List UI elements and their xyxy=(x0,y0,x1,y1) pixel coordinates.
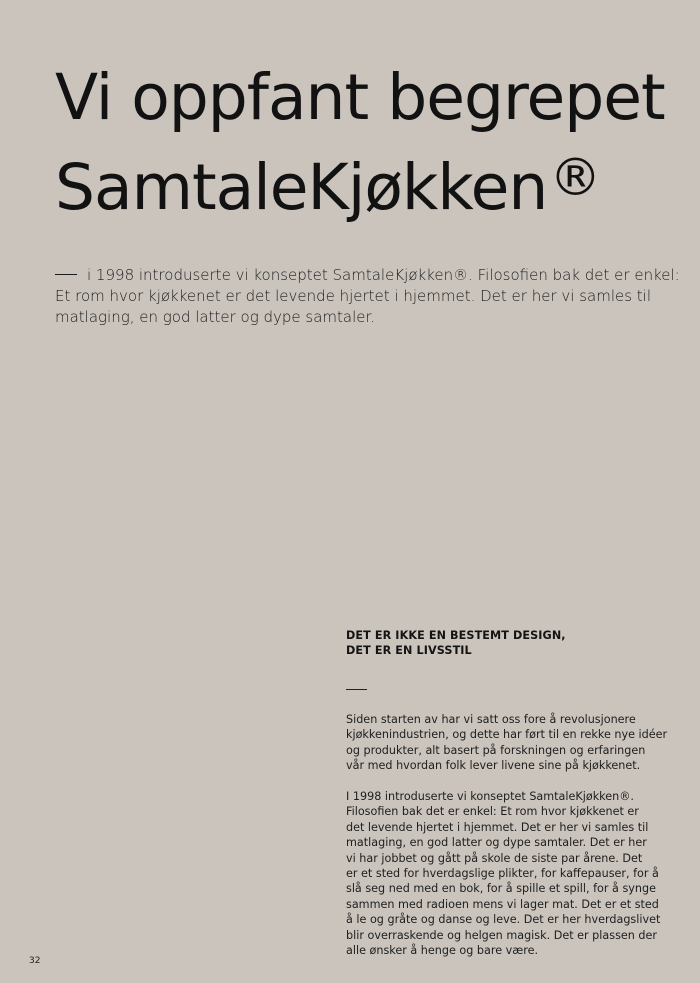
body-line: Siden starten av har vi satt oss fore å revolusjonere xyxy=(346,713,636,726)
subheading-line: DET ER IKKE EN BESTEMT DESIGN, xyxy=(346,629,566,642)
body-paragraph-1 xyxy=(346,712,666,774)
body-line: slå seg ned med en bok, for å spille et spill, for å synge xyxy=(346,882,656,896)
body-line: er et sted for hverdagslige plikter, for kaffepauser, for å xyxy=(346,867,659,881)
intro-paragraph xyxy=(55,265,680,328)
body-line: matlaging, en god latter og dype samtaler. Det er her xyxy=(346,836,647,850)
body-line: det levende hjertet i hjemmet. Det er her vi samles til xyxy=(346,820,649,834)
headline-line: Vi oppfant begrepet xyxy=(55,61,665,134)
em-dash-rule xyxy=(55,274,77,275)
intro-line-text: i 1998 introduserte vi konseptet SamtaleKjøkken®. Filosofien bak det er enkel: xyxy=(87,266,680,284)
subheading-line: DET ER EN LIVSSTIL xyxy=(346,644,472,657)
body-line: kjøkkenindustrien, og dette har ført til en rekke nye idéer xyxy=(346,728,668,742)
body-line: sammen med radioen mens vi lager mat. Det er et sted xyxy=(346,897,659,911)
body-paragraph-2 xyxy=(346,789,666,958)
article-subheading xyxy=(346,628,666,658)
body-line: og produkter, alt basert på forskningen og erfaringen xyxy=(346,743,646,757)
registered-mark: ® xyxy=(549,148,601,208)
headline-brand-text: SamtaleKjøkken xyxy=(55,151,548,224)
article-column xyxy=(346,628,666,958)
intro-line: matlaging, en god latter og dype samtaler. xyxy=(55,308,376,326)
intro-line: Et rom hvor kjøkkenet er det levende hjertet i hjemmet. Det er her vi samles til xyxy=(55,287,652,305)
body-line: vår med hvordan folk lever livene sine på kjøkkenet. xyxy=(346,759,641,773)
section-divider xyxy=(346,689,367,690)
page-headline xyxy=(55,58,695,228)
page-number: 32 xyxy=(29,956,41,966)
body-line: alle ønsker å henge og bare være. xyxy=(346,944,539,958)
body-line: å le og gråte og danse og leve. Det er her hverdagslivet xyxy=(346,913,661,927)
intro-line xyxy=(55,265,680,286)
body-line: Filosofien bak det er enkel: Et rom hvor kjøkkenet er xyxy=(346,805,639,819)
headline-line xyxy=(55,138,695,228)
body-line: I 1998 introduserte vi konseptet SamtaleKjøkken®. xyxy=(346,790,634,804)
body-line: vi har jobbet og gått på skole de siste par årene. Det xyxy=(346,851,643,865)
body-line: blir overraskende og helgen magisk. Det er plassen der xyxy=(346,928,658,942)
